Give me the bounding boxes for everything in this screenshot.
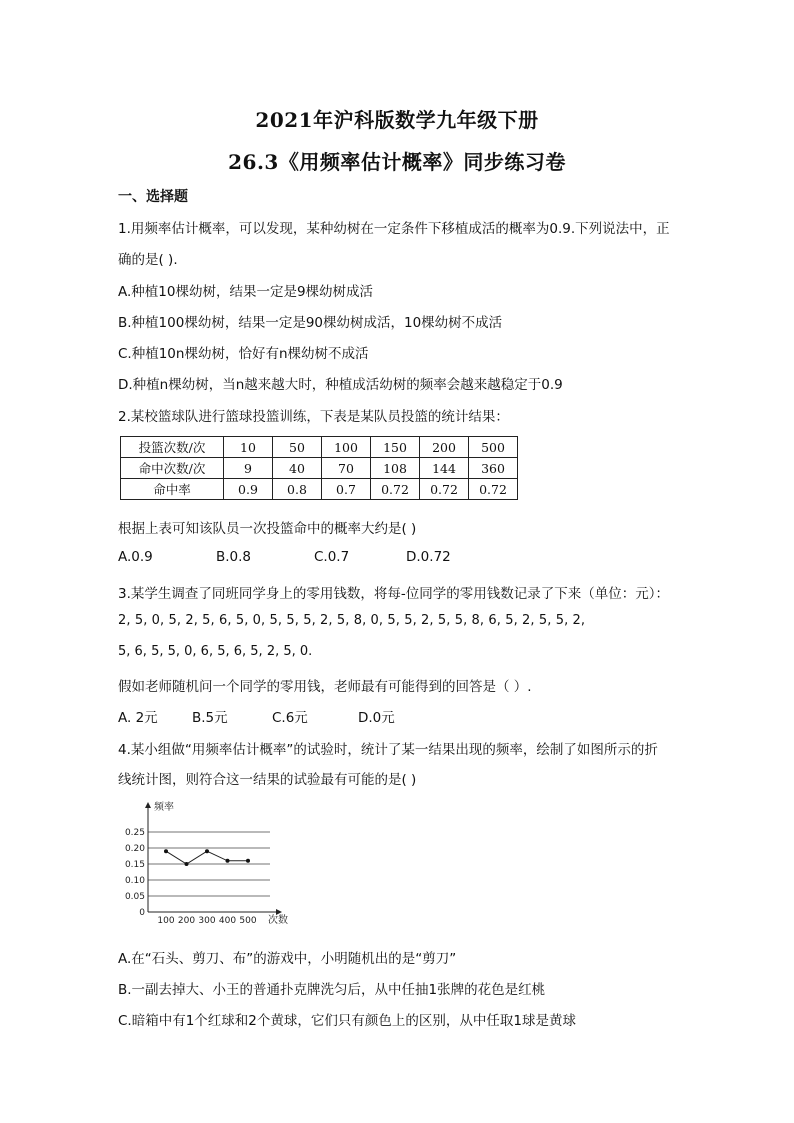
x-tick-label: 400 — [218, 916, 237, 926]
y-tick-label: 0.15 — [124, 860, 145, 870]
x-tick-label: 300 — [198, 916, 216, 926]
table-cell: 150 — [371, 437, 420, 458]
q3-data-line2: 5, 6, 5, 5, 0, 6, 5, 6, 5, 2, 5, 0. — [118, 644, 313, 659]
q1-option-b: B.种植100棵幼树，结果一定是90棵幼树成活，10棵幼树不成活 — [118, 315, 503, 331]
y-axis-arrow — [145, 802, 151, 808]
table-cell: 0.72 — [420, 479, 469, 500]
table-cell: 命中率 — [121, 479, 224, 500]
table-row — [121, 479, 518, 500]
table-cell: 0.9 — [224, 479, 273, 500]
stats-table — [120, 436, 518, 500]
x-tick-label: 100 — [157, 916, 175, 926]
table-cell: 投篮次数/次 — [121, 437, 224, 458]
data-point — [246, 859, 250, 863]
table-cell: 200 — [420, 437, 469, 458]
y-axis-label: 频率 — [154, 802, 174, 813]
q1-stem-line1: 1.用频率估计概率，可以发现，某种幼树在一定条件下移植成活的概率为0.9.下列说法中，正 — [118, 221, 670, 237]
table-cell: 10 — [224, 437, 273, 458]
q4-option-b: B.一副去掉大、小王的普通扑克牌洗匀后，从中任抽1张牌的花色是红桃 — [118, 982, 546, 998]
q3-question: 假如老师随机问一个同学的零用钱，老师最有可能得到的回答是（ ）. — [118, 679, 532, 695]
table-row — [121, 437, 518, 458]
section-heading: 一、选择题 — [118, 189, 188, 205]
q1-option-c: C.种植10n棵幼树，恰好有n棵幼树不成活 — [118, 346, 369, 362]
table-cell: 70 — [322, 458, 371, 479]
document-subtitle: 26.3《用频率估计概率》同步练习卷 — [228, 150, 566, 174]
q1-option-d: D.种植n棵幼树，当n越来越大时，种植成活幼树的频率会越来越稳定于0.9 — [118, 377, 563, 393]
data-point — [185, 862, 189, 866]
q2-stem: 2.某校篮球队进行篮球投篮训练，下表是某队员投篮的统计结果： — [118, 409, 509, 425]
table-cell: 0.72 — [469, 479, 518, 500]
q3-options — [118, 706, 395, 726]
q3-option-a: A. 2元 — [118, 710, 158, 726]
data-point — [226, 859, 230, 863]
q3-stem: 3.某学生调查了同班同学身上的零用钱数，将每-位同学的零用钱数记录了下来（单位：元）： — [118, 586, 670, 602]
x-tick-label: 200 — [177, 916, 196, 926]
frequency-line-chart — [118, 800, 308, 930]
document-title: 2021年沪科版数学九年级下册 — [255, 108, 539, 132]
q2-question: 根据上表可知该队员一次投篮命中的概率大约是( ) — [118, 521, 417, 537]
q3-option-c: C.6元 — [272, 710, 308, 726]
table-cell: 40 — [273, 458, 322, 479]
table-cell: 0.8 — [273, 479, 322, 500]
q3-option-b: B.5元 — [192, 710, 228, 726]
table-cell: 9 — [224, 458, 273, 479]
q2-option-d: D.0.72 — [406, 549, 451, 565]
q4-stem-line2: 线统计图，则符合这一结果的试验最有可能的是( ) — [118, 772, 417, 788]
y-tick-label: 0.05 — [124, 892, 145, 902]
q2-option-a: A.0.9 — [118, 549, 153, 565]
q4-option-c: C.暗箱中有1个红球和2个黄球，它们只有颜色上的区别，从中任取1球是黄球 — [118, 1013, 576, 1029]
y-tick-label: 0.20 — [124, 844, 145, 854]
q1-stem-line2: 确的是( ). — [118, 252, 178, 268]
table-cell: 108 — [371, 458, 420, 479]
table-cell: 100 — [322, 437, 371, 458]
data-point — [205, 849, 209, 853]
x-tick-label: 500 — [239, 916, 257, 926]
table-cell: 50 — [273, 437, 322, 458]
y-tick-label: 0 — [139, 908, 145, 918]
table-cell: 0.72 — [371, 479, 420, 500]
x-axis-label: 次数 — [268, 915, 288, 926]
y-tick-label: 0.25 — [124, 828, 145, 838]
table-cell: 360 — [469, 458, 518, 479]
table-row — [121, 458, 518, 479]
table-cell: 命中次数/次 — [121, 458, 224, 479]
table-cell: 500 — [469, 437, 518, 458]
table-cell: 0.7 — [322, 479, 371, 500]
y-tick-label: 0.10 — [124, 876, 145, 886]
data-point — [164, 849, 168, 853]
q1-option-a: A.种植10棵幼树，结果一定是9棵幼树成活 — [118, 284, 374, 300]
q2-option-b: B.0.8 — [216, 549, 252, 565]
q4-option-a: A.在“石头、剪刀、布”的游戏中，小明随机出的是“剪刀” — [118, 951, 457, 967]
q3-option-d: D.0元 — [358, 710, 395, 726]
table-cell: 144 — [420, 458, 469, 479]
q4-stem-line1: 4.某小组做“用频率估计概率”的试验时，统计了某一结果出现的频率，绘制了如图所示的折 — [118, 742, 658, 758]
q2-options — [118, 549, 451, 565]
q2-option-c: C.0.7 — [314, 549, 350, 565]
q3-data-line1: 2, 5, 0, 5, 2, 5, 6, 5, 0, 5, 5, 5, 2, 5, 8, 0, 5, 5, 2, 5, 5, 8, 6, 5, 2, 5, 5, 2, — [118, 613, 586, 628]
